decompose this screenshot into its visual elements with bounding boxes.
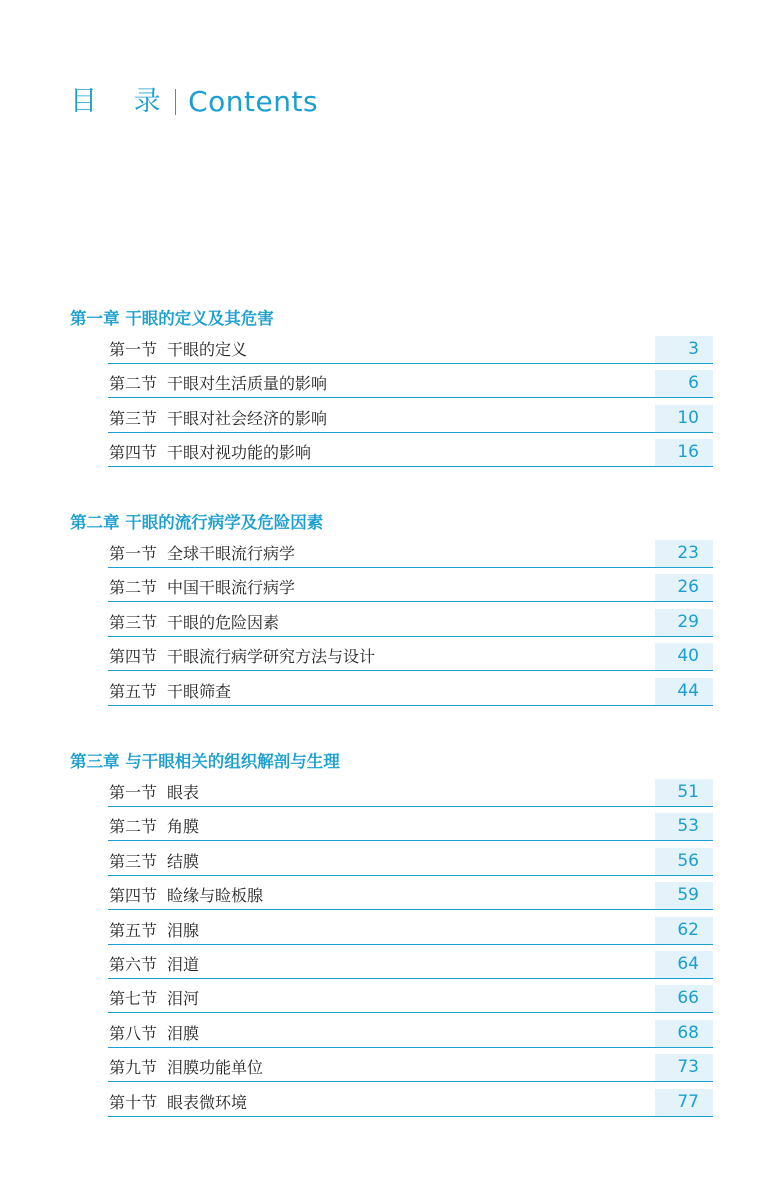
entry-underline	[108, 601, 713, 602]
header-title-en: Contents	[188, 85, 319, 118]
chapter-title[interactable]: 第二章 干眼的流行病学及危险因素	[70, 513, 324, 532]
entry-underline	[108, 1116, 713, 1117]
page-number: 51	[655, 779, 713, 806]
toc-entry[interactable]	[108, 846, 713, 880]
section-title: 泪河	[167, 989, 200, 1009]
section-title: 干眼对生活质量的影响	[167, 374, 328, 394]
page-number: 56	[655, 848, 713, 875]
page-number: 23	[655, 540, 713, 567]
section-number: 第三节	[109, 408, 158, 428]
page-number: 59	[655, 882, 713, 909]
section-title: 泪膜功能单位	[167, 1058, 264, 1078]
entry-underline	[108, 1047, 713, 1048]
toc-entry[interactable]	[108, 915, 713, 949]
section-title: 干眼的定义	[167, 340, 248, 359]
entry-underline	[108, 636, 713, 637]
entry-underline	[108, 567, 713, 568]
chapter-entries	[108, 777, 713, 1121]
page-number: 3	[655, 336, 713, 363]
entry-underline	[108, 1081, 713, 1082]
section-title: 泪腺	[167, 920, 200, 940]
page-number: 62	[655, 917, 713, 944]
page-number: 64	[655, 951, 713, 978]
toc-entry[interactable]	[108, 437, 713, 471]
entry-underline	[108, 840, 713, 841]
section-title: 中国干眼流行病学	[167, 578, 296, 598]
chapter-title[interactable]: 第一章 干眼的定义及其危害	[70, 309, 274, 328]
section-number: 第五节	[109, 681, 158, 701]
section-number: 第五节	[109, 920, 158, 940]
entry-underline	[108, 806, 713, 807]
section-title: 眼表微环境	[167, 1092, 248, 1112]
entry-underline	[108, 944, 713, 945]
section-title: 泪膜	[167, 1023, 200, 1043]
entry-underline	[108, 1012, 713, 1013]
section-title: 泪道	[167, 954, 200, 974]
chapter-title[interactable]: 第三章 与干眼相关的组织解剖与生理	[70, 752, 340, 771]
page-number: 44	[655, 678, 713, 705]
section-number: 第三节	[109, 612, 158, 632]
section-title: 睑缘与睑板腺	[167, 886, 264, 906]
page-number: 68	[655, 1020, 713, 1047]
section-number: 第二节	[109, 817, 158, 837]
toc-entry[interactable]	[108, 334, 713, 368]
section-title: 干眼的危险因素	[167, 612, 280, 632]
section-number: 第二节	[109, 578, 158, 598]
toc-entry[interactable]	[108, 880, 713, 914]
entry-underline	[108, 978, 713, 979]
section-number: 第八节	[109, 1023, 158, 1043]
section-number: 第十节	[109, 1092, 158, 1112]
entry-underline	[108, 875, 713, 876]
toc-entry[interactable]	[108, 572, 713, 606]
section-title: 眼表	[167, 783, 200, 802]
page-number: 29	[655, 609, 713, 636]
toc-entry[interactable]	[108, 1018, 713, 1052]
section-title: 全球干眼流行病学	[167, 544, 296, 563]
entry-underline	[108, 397, 713, 398]
section-number: 第七节	[109, 989, 158, 1009]
contents-header	[70, 82, 318, 122]
toc-entry[interactable]	[108, 403, 713, 437]
chapter-entries	[108, 334, 713, 472]
toc-entry[interactable]	[108, 1087, 713, 1121]
section-number: 第三节	[109, 851, 158, 871]
toc-entry[interactable]	[108, 811, 713, 845]
page-number: 16	[655, 439, 713, 466]
toc-entry[interactable]	[108, 676, 713, 710]
section-number: 第六节	[109, 954, 158, 974]
chapter-entries	[108, 538, 713, 710]
page-number: 10	[655, 405, 713, 432]
section-number: 第二节	[109, 374, 158, 394]
toc-entry[interactable]	[108, 641, 713, 675]
page-number: 6	[655, 370, 713, 397]
toc-entry[interactable]	[108, 607, 713, 641]
entry-underline	[108, 670, 713, 671]
header-separator	[175, 89, 177, 115]
entry-underline	[108, 363, 713, 364]
header-title-cn: 目 录	[70, 86, 175, 117]
toc-entry[interactable]	[108, 1052, 713, 1086]
section-number: 第一节	[109, 544, 158, 563]
page-number: 73	[655, 1054, 713, 1081]
toc-entry[interactable]	[108, 983, 713, 1017]
toc-entry[interactable]	[108, 949, 713, 983]
section-number: 第四节	[109, 443, 158, 463]
page-number: 26	[655, 574, 713, 601]
page-number: 77	[655, 1089, 713, 1116]
page-number: 66	[655, 985, 713, 1012]
section-number: 第一节	[109, 783, 158, 802]
entry-underline	[108, 909, 713, 910]
section-number: 第九节	[109, 1058, 158, 1078]
entry-underline	[108, 705, 713, 706]
section-title: 角膜	[167, 817, 200, 837]
section-title: 结膜	[167, 851, 200, 871]
section-number: 第一节	[109, 340, 158, 359]
entry-underline	[108, 432, 713, 433]
section-title: 干眼流行病学研究方法与设计	[167, 647, 376, 667]
section-title: 干眼对社会经济的影响	[167, 408, 328, 428]
toc-entry[interactable]	[108, 777, 713, 811]
toc-entry[interactable]	[108, 368, 713, 402]
section-number: 第四节	[109, 886, 158, 906]
section-title: 干眼对视功能的影响	[167, 443, 312, 463]
page-number: 40	[655, 643, 713, 670]
toc-entry[interactable]	[108, 538, 713, 572]
section-number: 第四节	[109, 647, 158, 667]
entry-underline	[108, 466, 713, 467]
section-title: 干眼筛查	[167, 681, 232, 701]
page-number: 53	[655, 813, 713, 840]
